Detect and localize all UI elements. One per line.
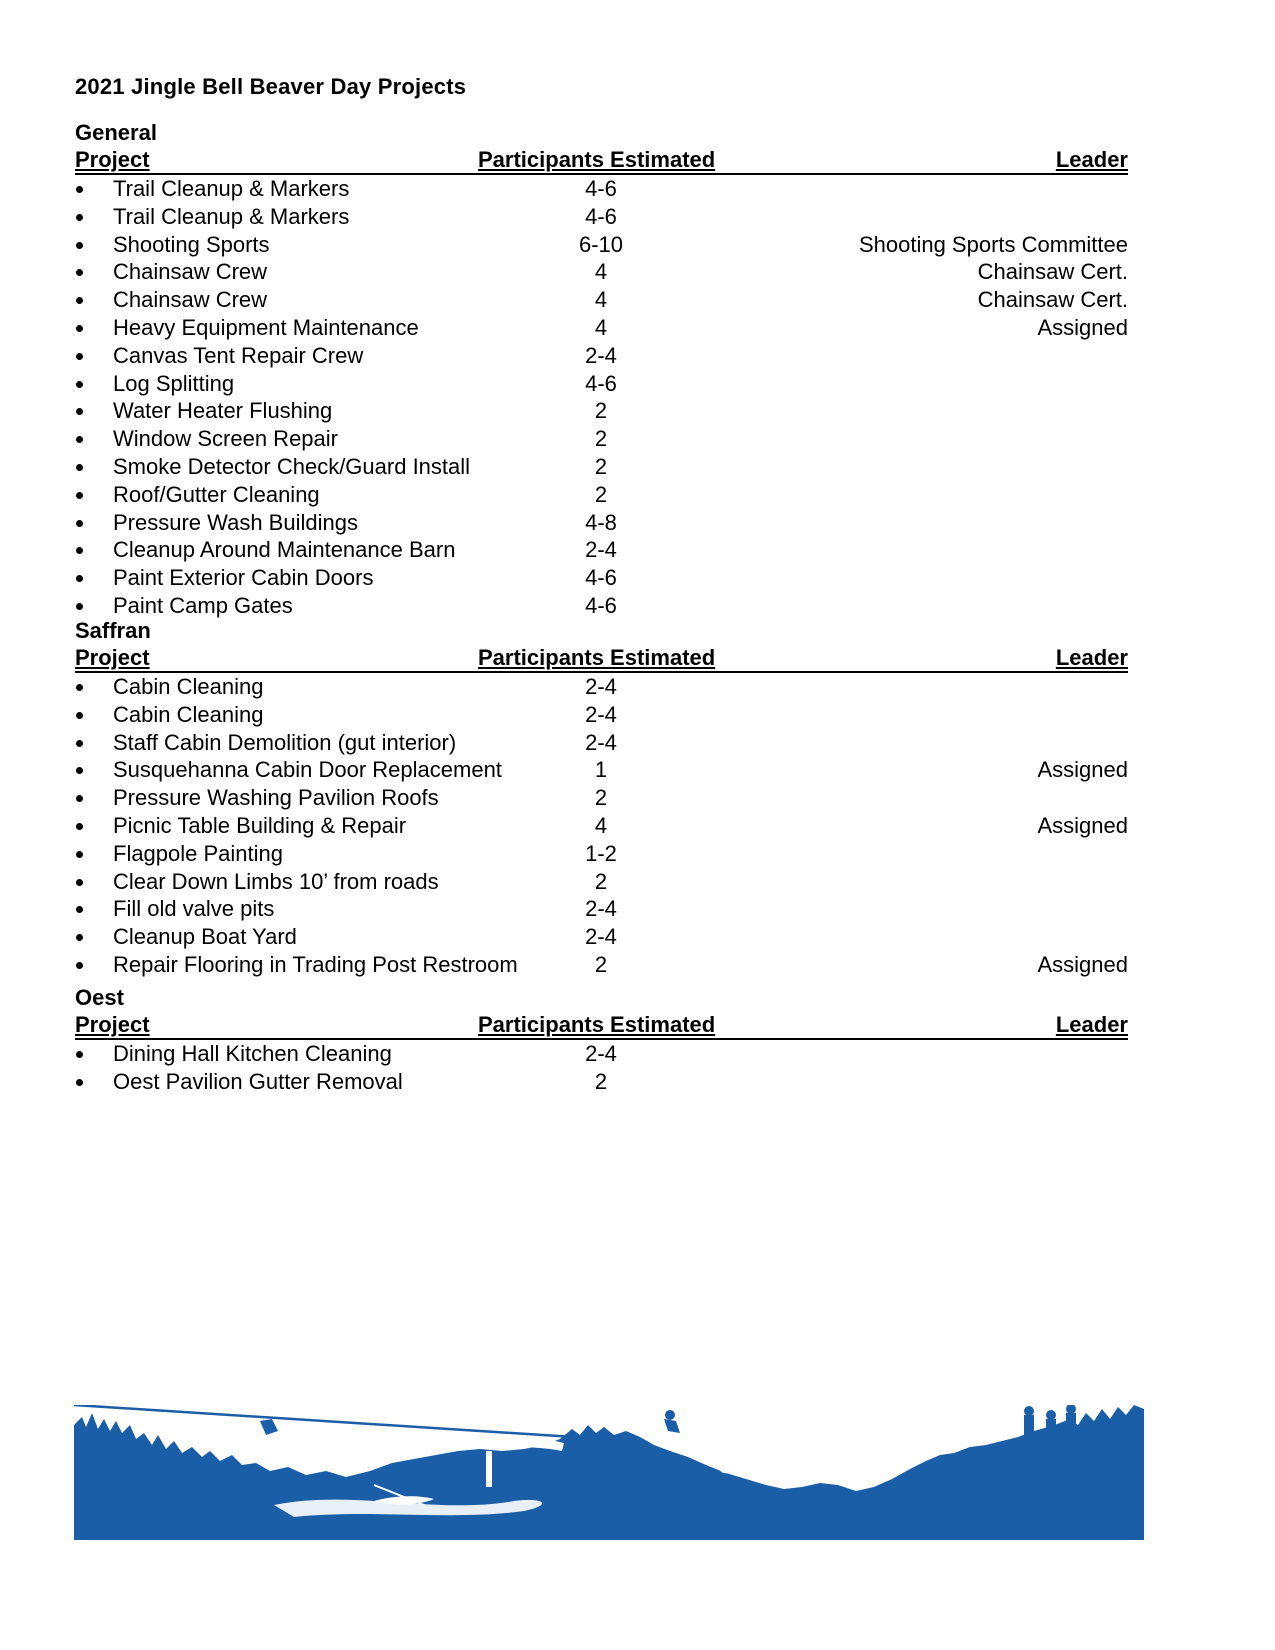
project-name: Repair Flooring in Trading Post Restroom [113, 951, 518, 977]
table-row [75, 868, 1128, 896]
participants-estimated: 4 [594, 812, 608, 838]
table-row [75, 729, 1128, 757]
participants-estimated: 2 [594, 481, 608, 507]
table-row [75, 951, 1128, 979]
table-row [75, 425, 1128, 453]
participants-estimated: 4-6 [585, 370, 617, 396]
participants-estimated: 4-6 [585, 203, 617, 229]
project-name: Roof/Gutter Cleaning [113, 481, 320, 507]
table-header [75, 644, 1128, 673]
table-row [75, 784, 1128, 812]
project-name: Picnic Table Building & Repair [113, 812, 407, 838]
project-name: Fill old valve pits [113, 896, 275, 922]
participants-estimated: 2 [594, 951, 608, 977]
column-header-participants: Participants Estimated [478, 147, 716, 172]
participants-estimated: 4-6 [585, 565, 617, 591]
participants-estimated: 2-4 [585, 924, 617, 950]
table-row [75, 175, 1128, 203]
outdoor-activities-banner-icon [74, 1405, 1144, 1540]
project-name: Window Screen Repair [113, 426, 338, 452]
project-name: Cabin Cleaning [113, 701, 264, 727]
column-header-participants: Participants Estimated [478, 1012, 716, 1037]
table-row [75, 481, 1128, 509]
leader-name: Assigned [1037, 757, 1128, 783]
project-name: Paint Exterior Cabin Doors [113, 565, 374, 591]
table-row [75, 592, 1128, 620]
participants-estimated: 4 [594, 314, 608, 340]
table-row [75, 812, 1128, 840]
project-name: Chainsaw Crew [113, 259, 268, 285]
section-title: Oest [75, 985, 124, 1010]
table-row [75, 231, 1128, 259]
participants-estimated: 2 [594, 785, 608, 811]
participants-estimated: 4-6 [585, 592, 617, 618]
table-row [75, 203, 1128, 231]
project-name: Pressure Washing Pavilion Roofs [113, 785, 439, 811]
project-name: Susquehanna Cabin Door Replacement [113, 757, 502, 783]
table-row [75, 397, 1128, 425]
column-header-leader: Leader [1055, 1012, 1128, 1037]
page-title: 2021 Jingle Bell Beaver Day Projects [75, 74, 467, 99]
project-name: Heavy Equipment Maintenance [113, 314, 419, 340]
project-name: Cleanup Boat Yard [113, 924, 297, 950]
section-saffran [75, 618, 1128, 979]
participants-estimated: 2-4 [585, 1041, 617, 1066]
table-row [75, 1068, 1128, 1096]
leader-name: Assigned [1037, 951, 1128, 977]
participants-estimated: 2-4 [585, 342, 617, 368]
participants-estimated: 2-4 [585, 701, 617, 727]
leader-name: Chainsaw Cert. [977, 287, 1128, 313]
table-row [75, 342, 1128, 370]
project-name: Clear Down Limbs 10’ from roads [113, 868, 439, 894]
leader-name: Shooting Sports Committee [858, 231, 1128, 257]
participants-estimated: 1-2 [585, 840, 617, 866]
participants-estimated: 2-4 [585, 674, 617, 699]
column-header-project: Project [75, 1012, 150, 1037]
column-header-participants: Participants Estimated [478, 645, 716, 670]
project-name: Shooting Sports [113, 231, 270, 257]
section-oest [75, 985, 1128, 1096]
section-title: Saffran [75, 618, 151, 643]
column-header-leader: Leader [1055, 645, 1128, 670]
project-name: Water Heater Flushing [113, 398, 333, 424]
participants-estimated: 2 [594, 868, 608, 894]
participants-estimated: 2-4 [585, 729, 617, 755]
table-row [75, 895, 1128, 923]
table-row [75, 453, 1128, 481]
project-name: Log Splitting [113, 370, 235, 396]
project-name: Smoke Detector Check/Guard Install [113, 453, 471, 479]
table-row [75, 370, 1128, 398]
table-row [75, 756, 1128, 784]
project-name: Flagpole Painting [113, 840, 284, 866]
participants-estimated: 2 [594, 426, 608, 452]
project-name: Paint Camp Gates [113, 592, 293, 618]
table-row [75, 258, 1128, 286]
section-general [75, 120, 1128, 620]
leader-name: Assigned [1037, 314, 1128, 340]
table-row [75, 286, 1128, 314]
table-row [75, 840, 1128, 868]
project-name: Oest Pavilion Gutter Removal [113, 1068, 403, 1094]
table-row [75, 509, 1128, 537]
leader-name: Assigned [1037, 812, 1128, 838]
leader-name: Chainsaw Cert. [977, 259, 1128, 285]
table-row [75, 673, 1128, 701]
participants-estimated: 2 [594, 1068, 608, 1094]
project-list [75, 175, 1128, 620]
participants-estimated: 6-10 [578, 231, 624, 257]
column-header-leader: Leader [1055, 147, 1128, 172]
project-name: Staff Cabin Demolition (gut interior) [113, 729, 457, 755]
project-name: Pressure Wash Buildings [113, 509, 358, 535]
table-row [75, 1040, 1128, 1068]
table-header [75, 1011, 1128, 1040]
project-name: Trail Cleanup & Markers [113, 176, 350, 201]
participants-estimated: 4-8 [585, 509, 617, 535]
participants-estimated: 2-4 [585, 896, 617, 922]
participants-estimated: 2 [594, 398, 608, 424]
column-header-project: Project [75, 147, 150, 172]
participants-estimated: 1 [594, 757, 608, 783]
participants-estimated: 4-6 [585, 176, 617, 201]
participants-estimated: 4 [594, 287, 608, 313]
table-row [75, 923, 1128, 951]
participants-estimated: 2-4 [585, 537, 617, 563]
table-row [75, 314, 1128, 342]
project-name: Chainsaw Crew [113, 287, 268, 313]
project-name: Cleanup Around Maintenance Barn [113, 537, 456, 563]
project-name: Canvas Tent Repair Crew [113, 342, 364, 368]
project-list [75, 1040, 1128, 1096]
table-header [75, 146, 1128, 175]
project-list [75, 673, 1128, 979]
project-name: Trail Cleanup & Markers [113, 203, 350, 229]
participants-estimated: 4 [594, 259, 608, 285]
project-name: Cabin Cleaning [113, 674, 264, 699]
participants-estimated: 2 [594, 453, 608, 479]
table-row [75, 701, 1128, 729]
column-header-project: Project [75, 645, 150, 670]
project-name: Dining Hall Kitchen Cleaning [113, 1041, 392, 1066]
section-title: General [75, 120, 157, 145]
table-row [75, 536, 1128, 564]
table-row [75, 564, 1128, 592]
